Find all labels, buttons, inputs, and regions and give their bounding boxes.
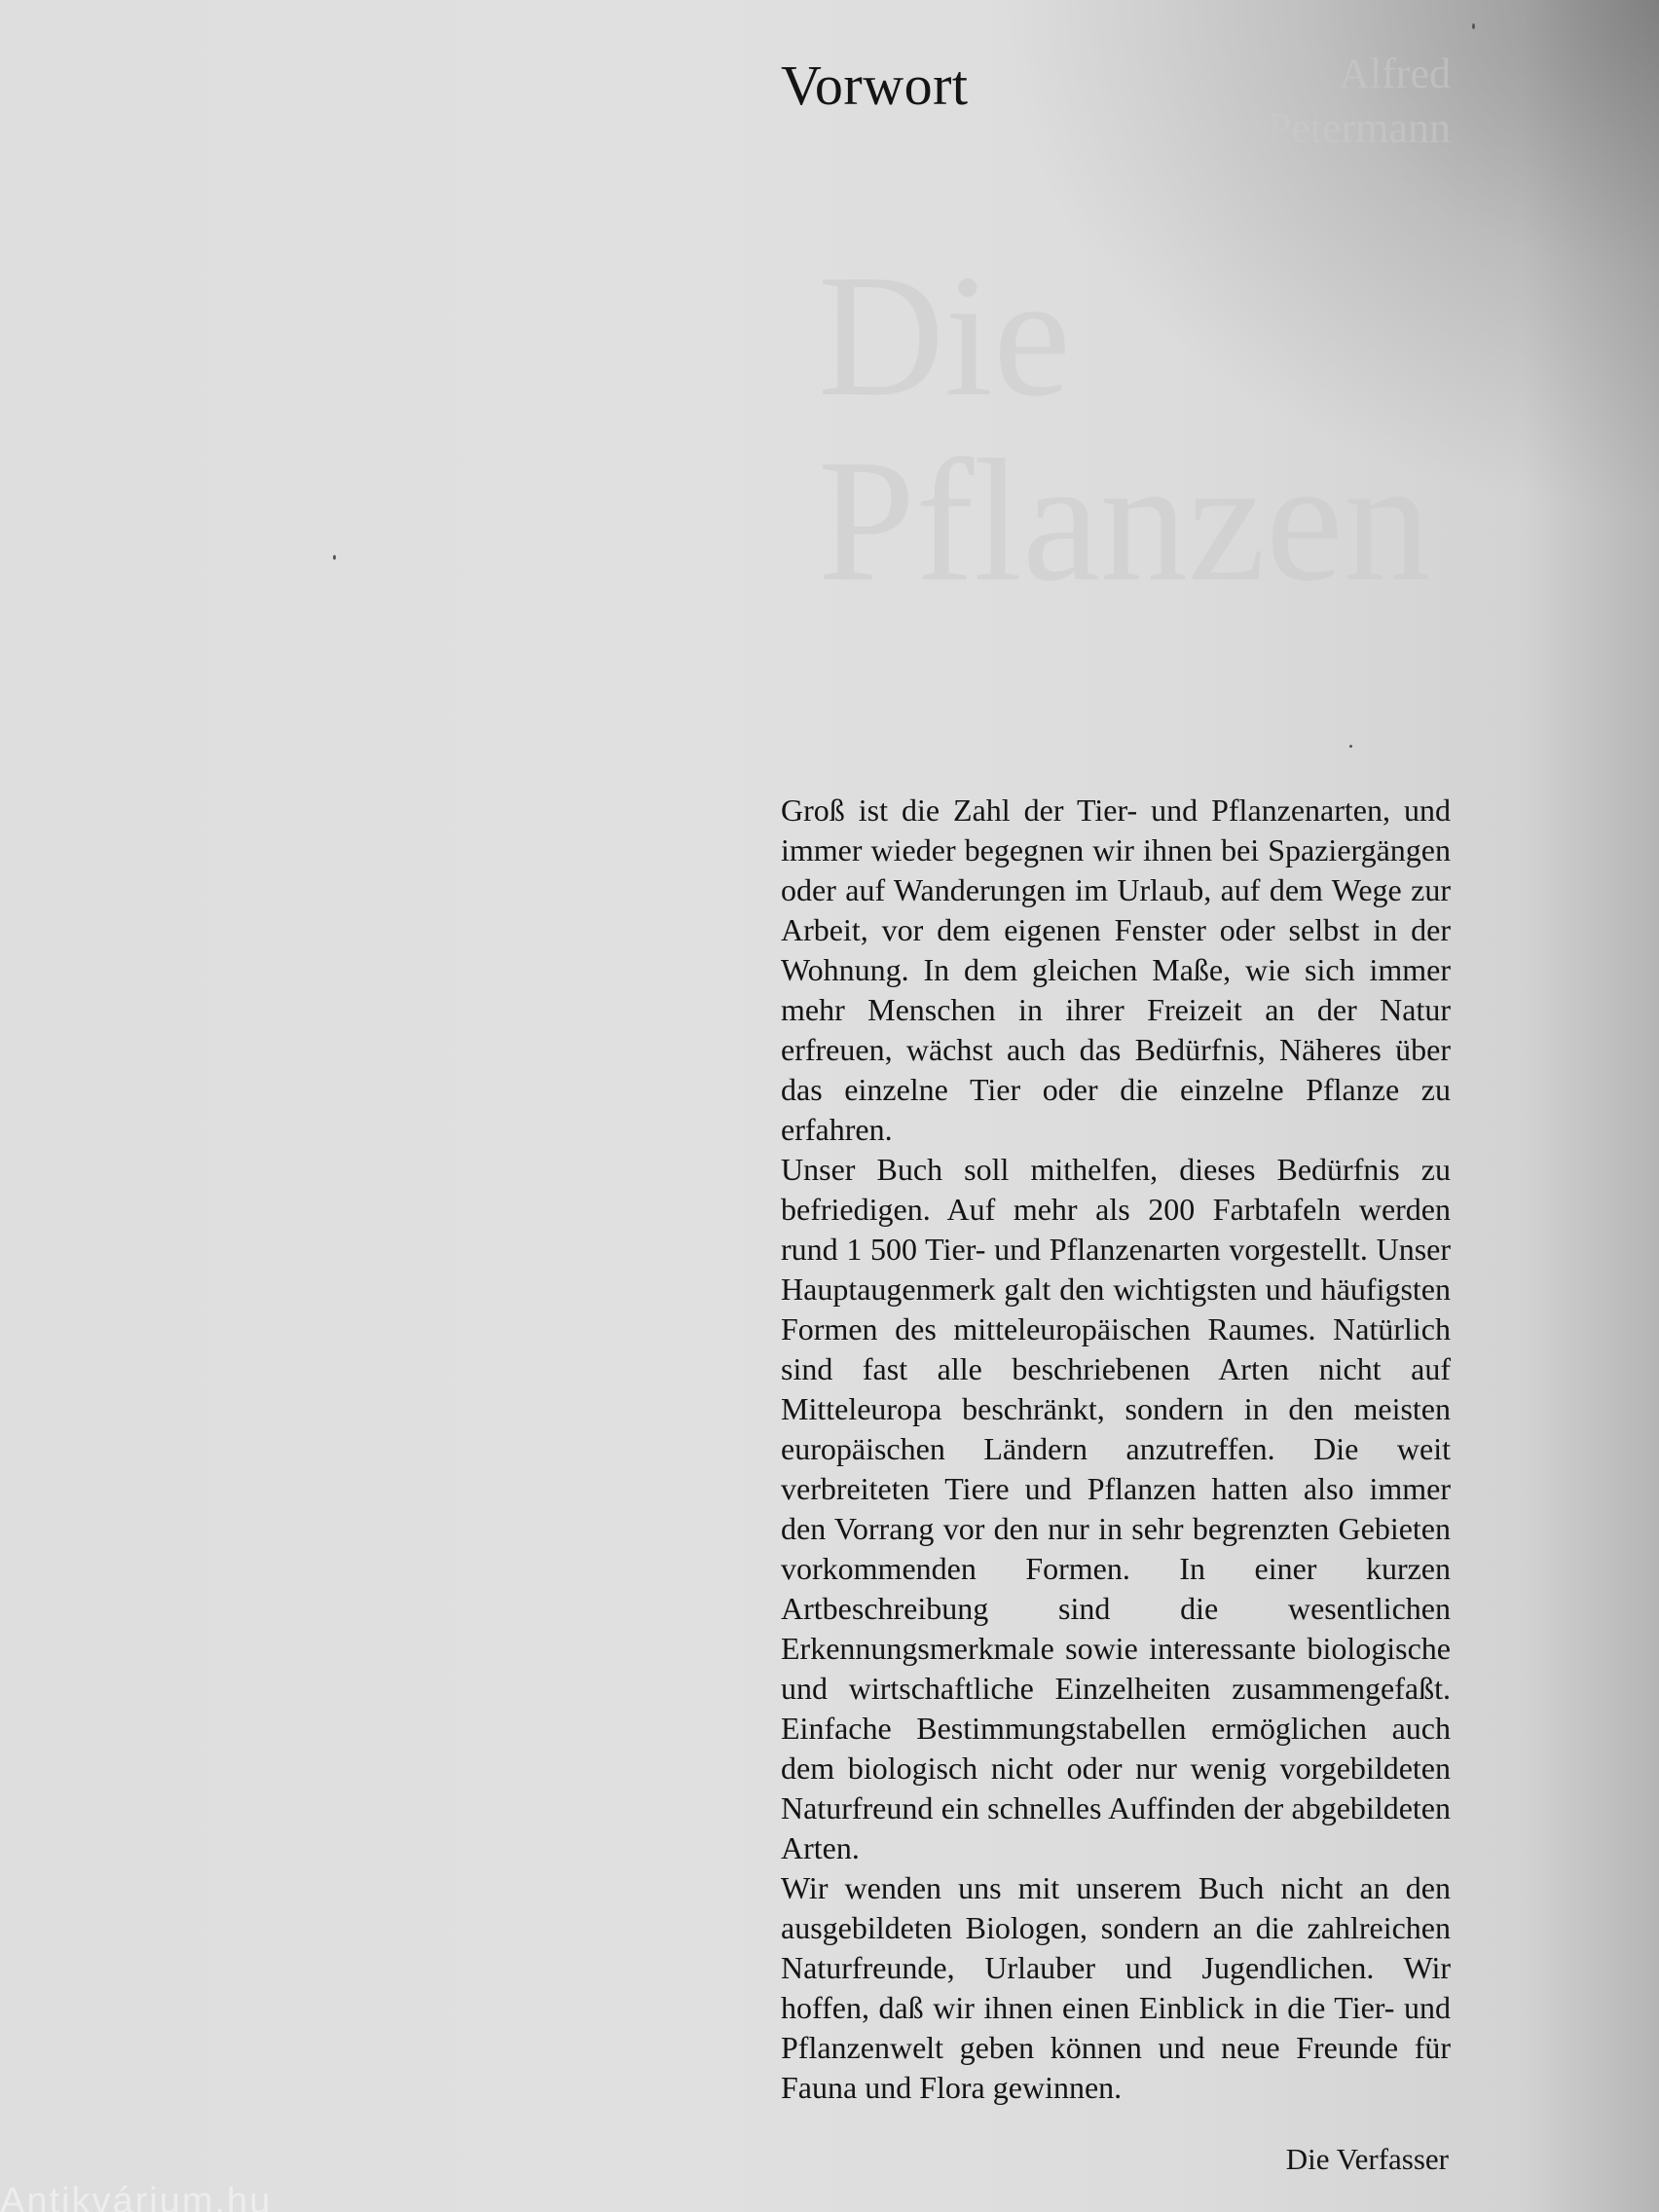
- page-edge-shadow: [1523, 0, 1659, 2212]
- paper-speck: [333, 555, 336, 560]
- paper-speck: [1472, 23, 1475, 29]
- paper-speck: [1349, 745, 1352, 748]
- show-through-title-line-1: Die: [818, 239, 1071, 432]
- preface-paragraph-2: Unser Buch soll mithelfen, dieses Bedürfnis zu befriedigen. Auf mehr als 200 Farbtafeln werden rund 1 500 Tier- und Pflanzenarten vorgestellt. Unser Hauptaugenmerk galt den wichtigsten und häufigsten Formen des mitteleuropäischen Raumes. Natürlich sind fast alle beschriebenen Arten nicht auf Mitteleuropa beschränkt, sondern in den meisten europäischen Ländern anzutreffen. Die weit verbreiteten Tiere und Pflanzen hatten also immer den Vorrang vor den nur in sehr begrenzten Gebieten vorkommenden Formen. In einer kurzen Artbeschreibung sind die wesentlichen Erkennungsmerkmale sowie interessante biologische und wirtschaftliche Einzelheiten zusammengefaßt. Einfache Bestimmungstabellen ermöglichen auch dem biologisch nicht oder nur wenig vorgebildeten Naturfreund ein schnelles Auffinden der abgebildeten Arten.: [781, 1152, 1451, 1865]
- signature: Die Verfasser: [1285, 2142, 1449, 2176]
- show-through-author-2: Petermann: [1267, 104, 1451, 152]
- preface-paragraph-3: Wir wenden uns mit unserem Buch nicht an den ausgebildeten Biologen, sondern an die zahlreichen Naturfreunde, Urlauber und Jugendlichen. Wir hoffen, daß wir ihnen einen Einblick in die Tier- und Pflanzenwelt geben können und neue Freunde für Fauna und Flora gewinnen.: [781, 1870, 1451, 2105]
- page-heading: Vorwort: [781, 54, 969, 117]
- show-through-title: [818, 239, 1431, 617]
- preface-paragraph-1: Groß ist die Zahl der Tier- und Pflanzenarten, und immer wieder begegnen wir ihnen bei Spaziergängen oder auf Wanderungen im Urlaub, auf dem Wege zur Arbeit, vor dem eigenen Fenster oder selbst in der Wohnung. In dem gleichen Maße, wie sich immer mehr Menschen in ihrer Freizeit an der Natur erfreuen, wächst auch das Bedürfnis, Näheres über das einzelne Tier oder die einzelne Pflanze zu erfahren.: [781, 793, 1451, 1147]
- show-through-title-line-2: Pflanzen: [818, 424, 1431, 617]
- preface-body: [781, 791, 1451, 2108]
- show-through-author-1: Alfred: [1339, 50, 1451, 97]
- show-through-authors: [1022, 47, 1451, 156]
- watermark: Antikvárium.hu: [0, 2181, 273, 2212]
